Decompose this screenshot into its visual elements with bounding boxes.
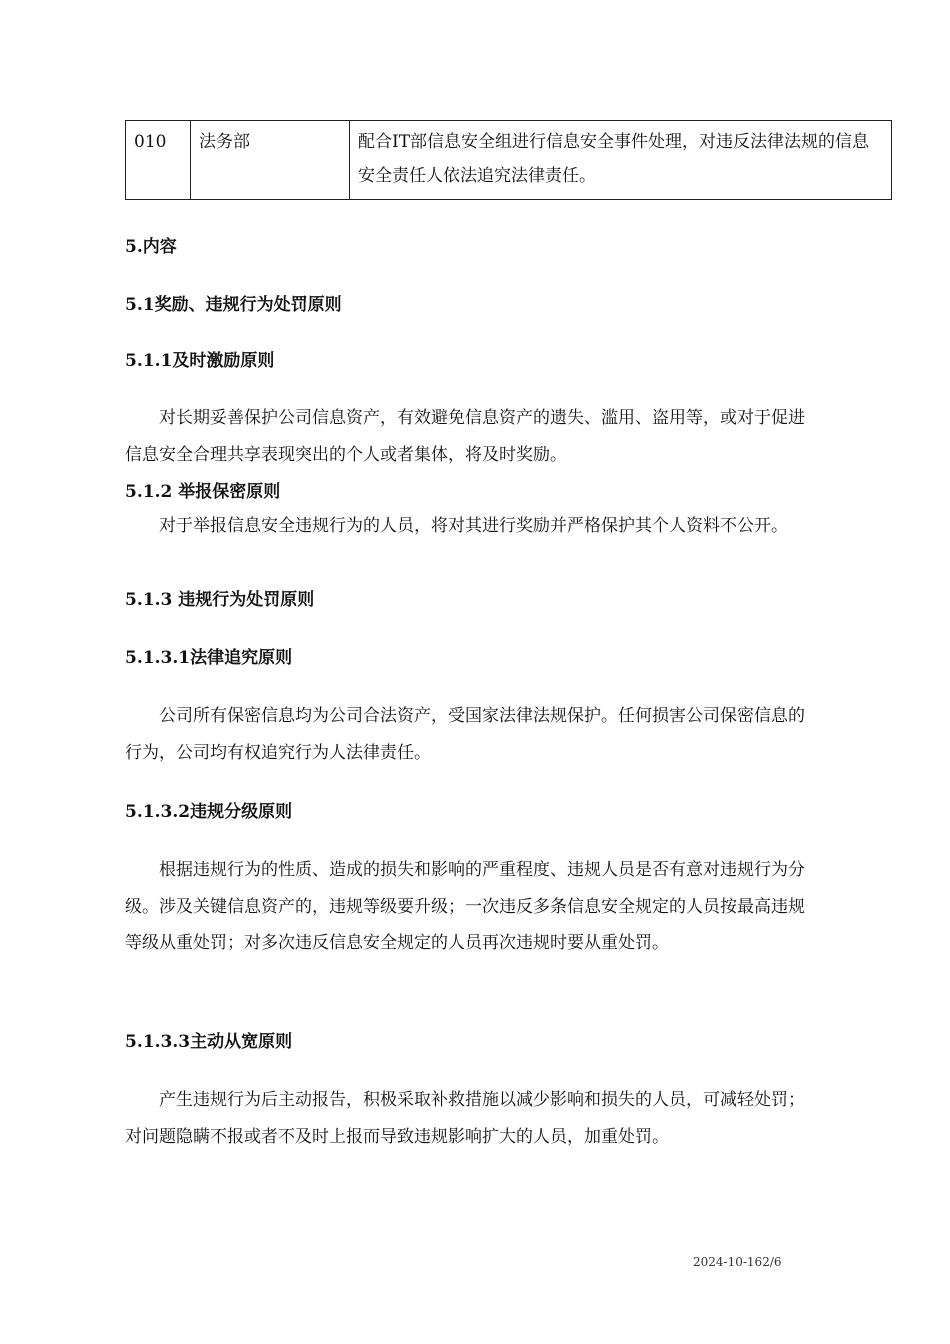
- page-footer: 2024-10-162/6: [693, 1255, 782, 1269]
- paragraph-5-1-3-2: 根据违规行为的性质、造成的损失和影响的严重程度、违规人员是否有意对违规行为分级。涉及关键信息资产的，违规等级要升级；一次违反多条信息安全规定的人员按最高违规等级从重处罚；对多次违反信息安全规定的人员再次违规时要从重处罚。: [125, 860, 805, 953]
- section-heading-5-1-3-3: 5.1.3.3主动从宽原则: [125, 1032, 293, 1052]
- responsibility-table: [125, 120, 892, 200]
- paragraph-5-1-3-1: 公司所有保密信息均为公司合法资产，受国家法律法规保护。任何损害公司保密信息的行为，公司均有权追究行为人法律责任。: [125, 706, 805, 763]
- table-cell-code: 010: [126, 121, 191, 200]
- section-heading-5: 5.内容: [125, 237, 177, 257]
- table-row: [126, 121, 892, 200]
- section-heading-5-1-2: 5.1.2 举报保密原则: [125, 482, 281, 502]
- section-heading-5-1: 5.1奖励、违规行为处罚原则: [125, 295, 342, 315]
- table-cell-responsibility: 配合IT部信息安全组进行信息安全事件处理，对违反法律法规的信息安全责任人依法追究法律责任。: [350, 121, 892, 200]
- section-heading-5-1-1: 5.1.1及时激励原则: [125, 351, 275, 371]
- paragraph-5-1-1: 对长期妥善保护公司信息资产，有效避免信息资产的遗失、滥用、盗用等，或对于促进信息安全合理共享表现突出的个人或者集体，将及时奖励。: [125, 408, 805, 465]
- paragraph-5-1-3-3: 产生违规行为后主动报告，积极采取补救措施以减少影响和损失的人员，可减轻处罚；对问题隐瞒不报或者不及时上报而导致违规影响扩大的人员，加重处罚。: [125, 1090, 805, 1147]
- table-cell-department: 法务部: [191, 121, 350, 200]
- section-heading-5-1-3-1: 5.1.3.1法律追究原则: [125, 648, 293, 668]
- section-heading-5-1-3-2: 5.1.3.2违规分级原则: [125, 802, 293, 822]
- paragraph-5-1-2: 对于举报信息安全违规行为的人员，将对其进行奖励并严格保护其个人资料不公开。: [159, 516, 788, 536]
- section-heading-5-1-3: 5.1.3 违规行为处罚原则: [125, 590, 315, 610]
